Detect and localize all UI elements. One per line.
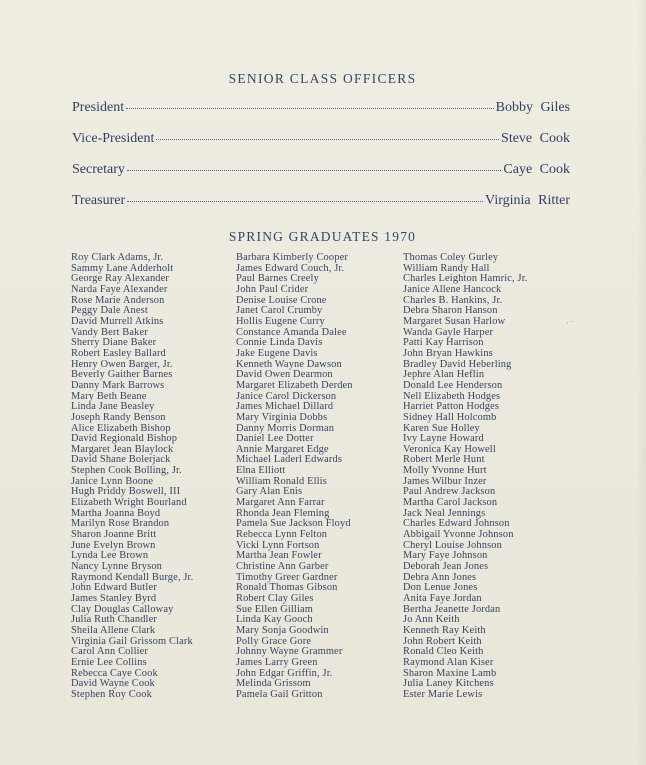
graduate-name: Rhonda Jean Fleming bbox=[236, 507, 330, 519]
graduate-name: Charles Leighton Hamric, Jr. bbox=[403, 273, 528, 285]
graduate-name: Stephen Cook Bolling, Jr. bbox=[71, 465, 182, 477]
graduate-name: Raymond Alan Kiser bbox=[403, 656, 494, 668]
graduate-name: Don Lenue Jones bbox=[403, 582, 478, 594]
graduate-name: Margaret Susan Harlow bbox=[403, 315, 506, 327]
graduate-name: Bradley David Heberling bbox=[403, 358, 512, 370]
graduate-name: Elna Elliott bbox=[236, 465, 286, 477]
graduate-name: Anita Faye Jordan bbox=[403, 593, 482, 604]
officer-row-president bbox=[72, 100, 570, 131]
officers-heading: SENIOR CLASS OFFICERS bbox=[228, 71, 417, 86]
leader-dots bbox=[126, 107, 494, 109]
graduate-name: Vicki Lynn Fortson bbox=[236, 539, 320, 551]
graduate-name: John Edward Butler bbox=[71, 582, 157, 594]
graduate-name: Barbara Kimberly Cooper bbox=[236, 252, 348, 263]
graduate-name: Patti Kay Harrison bbox=[403, 337, 484, 349]
graduate-name: Debra Ann Jones bbox=[403, 571, 477, 583]
graduate-name: Connie Linda Davis bbox=[236, 337, 323, 349]
graduate-name: Clay Douglas Calloway bbox=[71, 603, 174, 615]
graduate-name: Charles Edward Johnson bbox=[403, 518, 510, 530]
officer-name: Bobby Giles bbox=[495, 100, 570, 115]
graduate-name: Hollis Eugene Curry bbox=[236, 315, 325, 327]
graduate-name: Raymond Kendall Burge, Jr. bbox=[71, 571, 194, 583]
graduate-name: Marilyn Rose Brandon bbox=[71, 518, 170, 530]
graduate-name: Beverly Gaither Barnes bbox=[71, 369, 173, 381]
graduate-name: Lynda Lee Brown bbox=[71, 550, 149, 562]
graduate-name: Danny Morris Dorman bbox=[236, 422, 335, 434]
graduate-name: Charles B. Hankins, Jr. bbox=[403, 294, 503, 306]
graduate-name: Ronald Thomas Gibson bbox=[236, 582, 338, 594]
officer-role: President bbox=[72, 100, 125, 115]
graduate-name: Peggy Dale Anest bbox=[71, 305, 148, 317]
graduate-name: Margaret Jean Blaylock bbox=[71, 443, 174, 455]
graduates-column-3 bbox=[403, 253, 528, 701]
graduate-name: Debra Sharon Hanson bbox=[403, 305, 498, 317]
graduate-name: Julia Laney Kitchens bbox=[403, 678, 494, 690]
graduate-name: Nell Elizabeth Hodges bbox=[403, 390, 501, 402]
graduate-name: William Randy Hall bbox=[403, 262, 490, 274]
graduate-name: James Stanley Byrd bbox=[71, 593, 157, 604]
graduate-name: Ernie Lee Collins bbox=[71, 656, 147, 668]
officers-list bbox=[72, 100, 570, 224]
graduate-name: June Evelyn Brown bbox=[71, 539, 156, 551]
leader-dots bbox=[156, 138, 499, 140]
graduate-name: Rebecca Lynn Felton bbox=[236, 529, 328, 541]
graduate-name: Donald Lee Henderson bbox=[403, 379, 503, 391]
leader-dots bbox=[127, 169, 502, 171]
graduate-name: Elizabeth Wright Bourland bbox=[71, 497, 187, 509]
graduate-name: Cheryl Louise Johnson bbox=[403, 539, 502, 551]
graduate-name: Rose Marie Anderson bbox=[71, 294, 165, 306]
graduate-name: Mary Virginia Dobbs bbox=[236, 411, 328, 423]
graduate-name: Rebecca Caye Cook bbox=[71, 667, 158, 679]
graduate-name: Sammy Lane Adderholt bbox=[71, 262, 174, 274]
graduates-column-2 bbox=[236, 253, 353, 701]
graduate-name: Karen Sue Holley bbox=[403, 422, 480, 434]
graduate-name: Virginia Gail Grissom Clark bbox=[71, 635, 193, 647]
graduate-name: Deborah Jean Jones bbox=[403, 561, 489, 573]
graduate-name: Jake Eugene Davis bbox=[236, 347, 318, 359]
graduate-name: Mary Faye Johnson bbox=[403, 550, 488, 562]
graduate-name: Linda Jane Beasley bbox=[71, 401, 155, 413]
graduate-name: Jack Neal Jennings bbox=[403, 507, 486, 519]
officer-name: Virginia Ritter bbox=[485, 193, 570, 208]
graduate-name: Danny Mark Barrows bbox=[71, 379, 165, 391]
graduate-name: Sherry Diane Baker bbox=[71, 337, 157, 349]
graduate-name: Melinda Grissom bbox=[236, 678, 311, 690]
graduate-name: Sharon Joanne Britt bbox=[71, 529, 157, 541]
graduate-name: Abbigail Yvonne Johnson bbox=[403, 529, 514, 541]
graduate-name: Carol Ann Collier bbox=[71, 646, 149, 658]
officer-row-secretary bbox=[72, 162, 570, 193]
graduate-name: William Ronald Ellis bbox=[236, 475, 327, 487]
officer-name: Steve Cook bbox=[501, 131, 570, 146]
graduate-name: Paul Andrew Jackson bbox=[403, 486, 496, 498]
graduate-name: Henry Owen Barger, Jr. bbox=[71, 358, 173, 370]
graduate-name: James Michael Dillard bbox=[236, 401, 334, 413]
graduate-name: John Robert Keith bbox=[403, 635, 482, 647]
graduate-name: Timothy Greer Gardner bbox=[236, 571, 338, 583]
graduate-name: David Wayne Cook bbox=[71, 678, 155, 690]
graduate-name: Wanda Gayle Harper bbox=[403, 326, 494, 338]
graduate-name: Janice Allene Hancock bbox=[403, 283, 502, 295]
graduate-name: Bertha Jeanette Jordan bbox=[403, 603, 501, 615]
graduate-name: Margaret Elizabeth Derden bbox=[236, 379, 353, 391]
officer-name: Caye Cook bbox=[503, 162, 570, 177]
graduate-name: Julia Ruth Chandler bbox=[71, 614, 157, 626]
paper-speck: ·⁻ bbox=[566, 318, 574, 328]
graduate-name: David Owen Dearmon bbox=[236, 369, 333, 381]
graduates-heading: SPRING GRADUATES 1970 bbox=[228, 229, 417, 244]
graduate-name: Harriet Patton Hodges bbox=[403, 401, 500, 413]
graduate-name: Ester Marie Lewis bbox=[403, 688, 483, 700]
graduate-name: Hugh Priddy Boswell, III bbox=[71, 486, 181, 498]
graduate-name: David Regionald Bishop bbox=[71, 433, 178, 445]
graduate-name: Sidney Hall Holcomb bbox=[403, 411, 497, 423]
graduate-name: Sue Ellen Gilliam bbox=[236, 603, 314, 615]
graduate-name: Mary Beth Beane bbox=[71, 390, 147, 402]
graduate-name: Robert Merle Hunt bbox=[403, 454, 485, 466]
graduate-name: Robert Easley Ballard bbox=[71, 347, 166, 359]
officer-row-treasurer bbox=[72, 193, 570, 224]
graduate-name: Molly Yvonne Hurt bbox=[403, 465, 487, 477]
graduate-name: Gary Alan Enis bbox=[236, 486, 303, 498]
graduate-name: Ronald Cleo Keith bbox=[403, 646, 484, 658]
graduate-name: James Wilbur Inzer bbox=[403, 475, 487, 487]
graduate-name: Kenneth Wayne Dawson bbox=[236, 358, 342, 370]
graduate-name: Martha Joanna Boyd bbox=[71, 507, 161, 519]
graduate-name: Nancy Lynne Bryson bbox=[71, 561, 163, 573]
graduate-name: Veronica Kay Howell bbox=[403, 443, 496, 455]
graduate-name: Margaret Ann Farrar bbox=[236, 497, 325, 509]
graduate-name: Janet Carol Crumby bbox=[236, 305, 323, 317]
graduate-name: Roy Clark Adams, Jr. bbox=[71, 252, 164, 263]
graduate-name: John Paul Crider bbox=[236, 283, 309, 295]
graduate-name: Janice Lynn Boone bbox=[71, 475, 154, 487]
leader-dots bbox=[127, 200, 483, 202]
graduate-name: Christine Ann Garber bbox=[236, 561, 329, 573]
graduate-name: Sharon Maxine Lamb bbox=[403, 667, 497, 679]
graduate-name: Janice Carol Dickerson bbox=[236, 390, 337, 402]
graduate-name: Linda Kay Gooch bbox=[236, 614, 313, 626]
officer-row-vice-president bbox=[72, 131, 570, 162]
graduate-name: Mary Sonja Goodwin bbox=[236, 624, 329, 636]
graduate-name: Michael Laderl Edwards bbox=[236, 454, 343, 466]
graduate-name: Ivy Layne Howard bbox=[403, 433, 484, 445]
graduate-name: James Edward Couch, Jr. bbox=[236, 262, 345, 274]
graduate-name: Constance Amanda Dalee bbox=[236, 326, 347, 338]
graduate-name: David Murrell Atkins bbox=[71, 315, 164, 327]
graduate-name: Stephen Roy Cook bbox=[71, 688, 152, 700]
officer-role: Vice-President bbox=[72, 131, 155, 146]
officer-role: Treasurer bbox=[72, 193, 126, 208]
graduate-name: Polly Grace Gore bbox=[236, 635, 312, 647]
graduate-name: Thomas Coley Gurley bbox=[403, 252, 499, 263]
graduate-name: Vandy Bert Baker bbox=[71, 326, 148, 338]
graduate-name: Alice Elizabeth Bishop bbox=[71, 422, 171, 434]
graduate-name: Kenneth Ray Keith bbox=[403, 624, 486, 636]
graduates-column-1 bbox=[71, 253, 193, 701]
graduate-name: Robert Clay Giles bbox=[236, 593, 314, 604]
graduate-name: David Shane Bolerjack bbox=[71, 454, 171, 466]
graduate-name: Pamela Sue Jackson Floyd bbox=[236, 518, 351, 530]
graduate-name: Jephre Alan Heflin bbox=[403, 369, 485, 381]
officer-role: Secretary bbox=[72, 162, 125, 177]
graduate-name: Daniel Lee Dotter bbox=[236, 433, 314, 445]
graduate-name: John Bryan Hawkins bbox=[403, 347, 493, 359]
graduate-name: Pamela Gail Gritton bbox=[236, 688, 323, 700]
graduate-name: Jo Ann Keith bbox=[403, 614, 460, 626]
graduate-name: Johnny Wayne Grammer bbox=[236, 646, 343, 658]
graduate-name: George Ray Alexander bbox=[71, 273, 170, 285]
graduate-name: Paul Barnes Creely bbox=[236, 273, 319, 285]
graduate-name: Denise Louise Crone bbox=[236, 294, 327, 306]
graduate-name: James Larry Green bbox=[236, 656, 318, 668]
graduate-name: Martha Jean Fowler bbox=[236, 550, 322, 562]
graduate-name: Sheila Allene Clark bbox=[71, 624, 156, 636]
graduate-name: John Edgar Griffin, Jr. bbox=[236, 667, 333, 679]
graduate-name: Narda Faye Alexander bbox=[71, 283, 168, 295]
graduate-name: Martha Carol Jackson bbox=[403, 497, 498, 509]
graduate-name: Annie Margaret Edge bbox=[236, 443, 329, 455]
page-edge-shadow bbox=[637, 0, 645, 765]
graduate-name: Joseph Randy Benson bbox=[71, 411, 166, 423]
